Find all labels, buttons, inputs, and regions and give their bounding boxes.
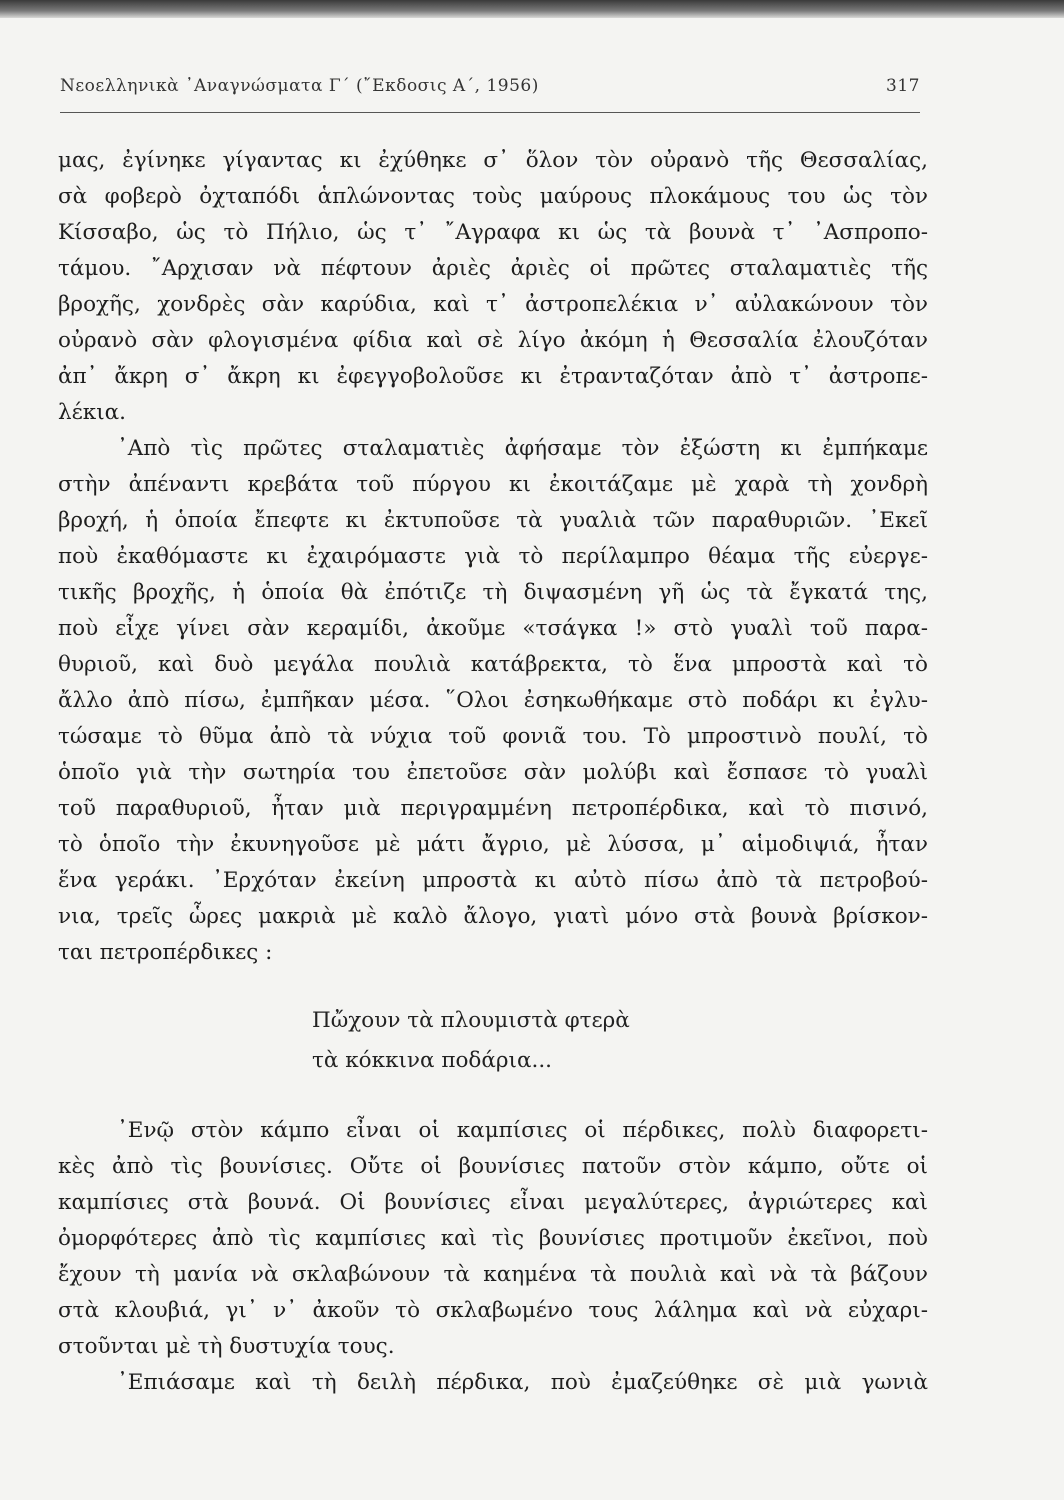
paragraph-1-line: οὐρανὸ σὰν φλογισμένα φίδια καὶ σὲ λίγο ἀκόμη ἡ Θεσσαλία ἐλουζόταν (58, 328, 928, 353)
page-number: 317 (886, 76, 920, 96)
header-rule (60, 112, 920, 113)
paragraph-2-line: τοῦ παραθυριοῦ, ἦταν μιὰ περιγραμμένη πετροπέρδικα, καὶ τὸ πισινό, (58, 796, 928, 821)
paragraph-1-line: τάμου. ῎Αρχισαν νὰ πέφτουν ἀριὲς ἀριὲς οἱ πρῶτες σταλαματιὲς τῆς (58, 256, 928, 281)
paragraph-2-line: ὁποῖο γιὰ τὴν σωτηρία του ἐπετοῦσε σὰν μολύβι καὶ ἔσπασε τὸ γυαλὶ (58, 760, 928, 785)
paragraph-2-line: ἄλλο ἀπὸ πίσω, ἐμπῆκαν μέσα. ῞Ολοι ἐσηκωθήκαμε στὸ ποδάρι κι ἐγλυ- (58, 688, 928, 713)
paragraph-1-line: λέκια. (58, 400, 126, 425)
paragraph-2-line: ται πετροπέρδικες : (58, 940, 273, 965)
paragraph-2-line: τώσαμε τὸ θῦμα ἀπὸ τὰ νύχια τοῦ φονιᾶ του. Τὸ μπροστινὸ πουλί, τὸ (58, 724, 928, 749)
paragraph-1-line: σὰ φοβερὸ ὀχταπόδι ἁπλώνοντας τοὺς μαύρους πλοκάμους του ὡς τὸν (58, 184, 928, 209)
verse-line: τὰ κόκκινα ποδάρια... (312, 1048, 552, 1073)
paragraph-2-line: τικῆς βροχῆς, ἡ ὁποία θὰ ἐπότιζε τὴ διψασμένη γῆ ὡς τὰ ἔγκατά της, (58, 580, 928, 605)
paragraph-2-line: θυριοῦ, καὶ δυὸ μεγάλα πουλιὰ κατάβρεκτα, τὸ ἕνα μπροστὰ καὶ τὸ (58, 652, 928, 677)
running-title: Νεοελληνικὰ ᾿Αναγνώσματα Γ΄ (῎Εκδοσις Α΄, 1956) (60, 76, 539, 96)
paragraph-3-line: ἔχουν τὴ μανία νὰ σκλαβώνουν τὰ καημένα τὰ πουλιὰ καὶ νὰ τὰ βάζουν (58, 1262, 928, 1287)
running-header (60, 76, 920, 104)
paragraph-4-line: ᾿Επιάσαμε καὶ τὴ δειλὴ πέρδικα, ποὺ ἐμαζεύθηκε σὲ μιὰ γωνιὰ (117, 1370, 928, 1395)
verse-line: Πὤχουν τὰ πλουμιστὰ φτερὰ (312, 1008, 630, 1033)
paragraph-1-line: μας, ἐγίνηκε γίγαντας κι ἐχύθηκε σ᾿ ὅλον τὸν οὐρανὸ τῆς Θεσσαλίας, (58, 148, 928, 173)
paragraph-2-line: ᾿Απὸ τὶς πρῶτες σταλαματιὲς ἀφήσαμε τὸν ἐξώστη κι ἐμπήκαμε (117, 436, 928, 461)
paragraph-3-line: στοῦνται μὲ τὴ δυστυχία τους. (58, 1334, 395, 1359)
paragraph-3-line: ᾿Ενῷ στὸν κάμπο εἶναι οἱ καμπίσιες οἱ πέρδικες, πολὺ διαφορετι- (117, 1118, 928, 1143)
paragraph-1-line: Κίσσαβο, ὡς τὸ Πήλιο, ὡς τ᾿ ῎Αγραφα κι ὡς τὰ βουνὰ τ᾿ ᾿Ασπροπο- (58, 220, 928, 245)
paragraph-3-line: στὰ κλουβιά, γι᾿ ν᾿ ἀκοῦν τὸ σκλαβωμένο τους λάλημα καὶ νὰ εὐχαρι- (58, 1298, 928, 1323)
paragraph-2-line: τὸ ὁποῖο τὴν ἐκυνηγοῦσε μὲ μάτι ἄγριο, μὲ λύσσα, μ᾿ αἱμοδιψιά, ἦταν (58, 832, 928, 857)
paragraph-3-line: κὲς ἀπὸ τὶς βουνίσιες. Οὔτε οἱ βουνίσιες πατοῦν στὸν κάμπο, οὔτε οἱ (58, 1154, 928, 1179)
paragraph-1-line: ἀπ᾿ ἄκρη σ᾿ ἄκρη κι ἐφεγγοβολοῦσε κι ἐτρανταζόταν ἀπὸ τ᾿ ἀστροπε- (58, 364, 928, 389)
paragraph-3-line: καμπίσιες στὰ βουνά. Οἱ βουνίσιες εἶναι μεγαλύτερες, ἀγριώτερες καὶ (58, 1190, 928, 1215)
paragraph-3-line: ὀμορφότερες ἀπὸ τὶς καμπίσιες καὶ τὶς βουνίσιες προτιμοῦν ἐκεῖνοι, ποὺ (58, 1226, 928, 1251)
paragraph-2-line: βροχή, ἡ ὁποία ἔπεφτε κι ἐκτυποῦσε τὰ γυαλιὰ τῶν παραθυριῶν. ᾿Εκεῖ (58, 508, 928, 533)
paragraph-2-line: ποὺ ἐκαθόμαστε κι ἐχαιρόμαστε γιὰ τὸ περίλαμπρο θέαμα τῆς εὐεργε- (58, 544, 928, 569)
paragraph-2-line: ποὺ εἶχε γίνει σὰν κεραμίδι, ἀκοῦμε «τσάγκα !» στὸ γυαλὶ τοῦ παρα- (58, 616, 928, 641)
paragraph-2-line: στὴν ἀπέναντι κρεβάτα τοῦ πύργου κι ἐκοιτάζαμε μὲ χαρὰ τὴ χονδρὴ (58, 472, 928, 497)
paragraph-1-line: βροχῆς, χονδρὲς σὰν καρύδια, καὶ τ᾿ ἀστροπελέκια ν᾿ αὐλακώνουν τὸν (58, 292, 928, 317)
paragraph-2-line: ἕνα γεράκι. ᾿Ερχόταν ἐκείνη μπροστὰ κι αὐτὸ πίσω ἀπὸ τὰ πετροβού- (58, 868, 928, 893)
paragraph-2-line: νια, τρεῖς ὧρες μακριὰ μὲ καλὸ ἄλογο, γιατὶ μόνο στὰ βουνὰ βρίσκον- (58, 904, 928, 929)
